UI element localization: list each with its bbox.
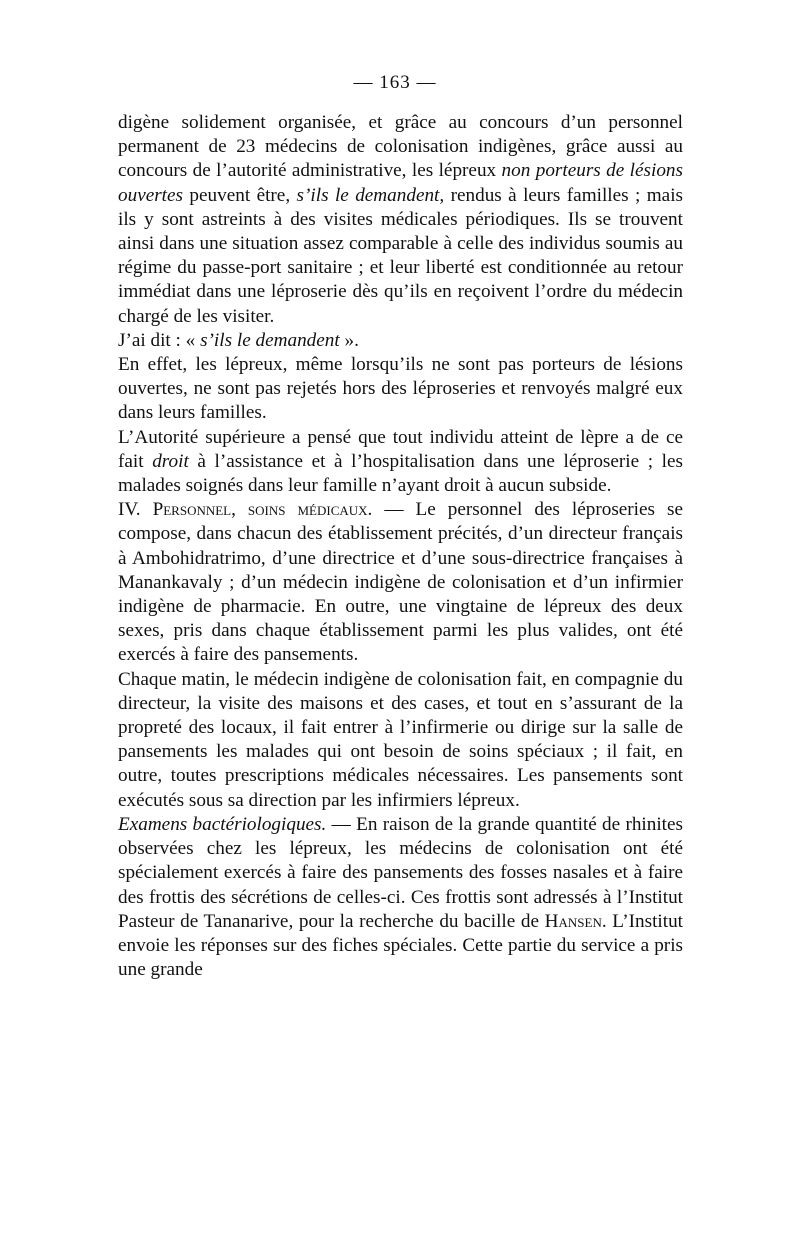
- section-heading: Personnel, soins médicaux.: [152, 499, 373, 521]
- text-segment: L’Institut envoie les réponses sur des fiches spéciales. Cette partie du service a pris une grande: [118, 910, 683, 981]
- text-segment: rendus à leurs familles ; mais ils y sont astreints à des visites médicales périodiques. Ils se trouvent ainsi dans une situation assez comparable à celle des individus soumis au régime du passe-port sanitaire ; et leur liberté est conditionnée au retour immédiat dans une léproserie dès qu’ils en reçoivent l’ordre du médecin chargé de les visiter.: [118, 184, 683, 327]
- text-segment-italic: s’ils le demandent: [200, 329, 340, 351]
- text-segment: peuvent être,: [183, 184, 297, 206]
- text-segment-italic: droit: [152, 450, 189, 472]
- paragraph-7: [118, 813, 683, 982]
- section-number: IV.: [118, 499, 153, 521]
- text-segment: digène solidement organisée, et grâce au concours d’un personnel permanent de 23 médecins de colonisation indigènes, grâce aussi au concours de l’autorité administrative, les lépreux: [118, 112, 683, 182]
- paragraph-5: [118, 498, 683, 667]
- text-segment: Chaque matin, le médecin indigène de colonisation fait, en compagnie du directeur, la visite des maisons et des cases, et tout en s’assurant de la propreté des locaux, il fait entrer à l’infirmerie ou dirige sur la salle de pansements les malades qui ont besoin de soins spéciaux ; il fait, en outre, toutes prescriptions médicales nécessaires. Les pansements sont exécutés sous sa direction par les infirmiers lépreux.: [118, 668, 683, 811]
- author-name: Hansen.: [544, 910, 607, 932]
- text-segment: L’Autorité supérieure a pensé que tout individu atteint de lèpre a de ce fait: [118, 426, 683, 472]
- paragraph-3: [118, 353, 683, 426]
- text-segment-italic: s’ils le demandent,: [296, 184, 445, 206]
- paragraph-4: [118, 426, 683, 499]
- paragraph-2: [118, 329, 683, 353]
- text-segment: — En raison de la grande quantité de rhinites observées chez les lépreux, les médecins de colonisation ont été spécialement exercés à faire des pansements des fosses nasales et à faire des frottis des sécrétions de celles-ci. Ces frottis sont adressés à l’Institut Pasteur de Tananarive, pour la recherche du bacille de: [118, 813, 683, 932]
- page-number: — 163 —: [353, 72, 437, 93]
- text-segment: à l’assistance et à l’hospitalisation dans une léproserie ; les malades soignés dans leur famille n’ayant droit à aucun subside.: [118, 450, 683, 497]
- text-segment: J’ai dit : «: [118, 329, 201, 351]
- text-segment: ».: [339, 329, 359, 351]
- body-text: [118, 111, 683, 982]
- paragraph-1: [118, 111, 683, 329]
- text-segment: — Le personnel des léproseries se compose, dans chacun des établissement précités, d’un directeur français à Ambohidratrimo, d’une directrice et d’une sous-directrice françaises à Manankavaly ; d’un médecin indigène de colonisation et d’un infirmier indigène de pharmacie. En outre, une vingtaine de lépreux des deux sexes, pris dans chaque établissement parmi les plus valides, ont été exercés à faire des pansements.: [118, 499, 683, 666]
- text-segment-italic: non porteurs de lésions ouvertes: [118, 160, 683, 206]
- subsection-heading: Examens bactériologiques.: [118, 813, 327, 835]
- paragraph-6: [118, 668, 683, 813]
- text-segment: En effet, les lépreux, même lorsqu’ils ne sont pas porteurs de lésions ouvertes, ne sont pas rejetés hors des léproseries et renvoyés malgré eux dans leurs familles.: [118, 354, 683, 424]
